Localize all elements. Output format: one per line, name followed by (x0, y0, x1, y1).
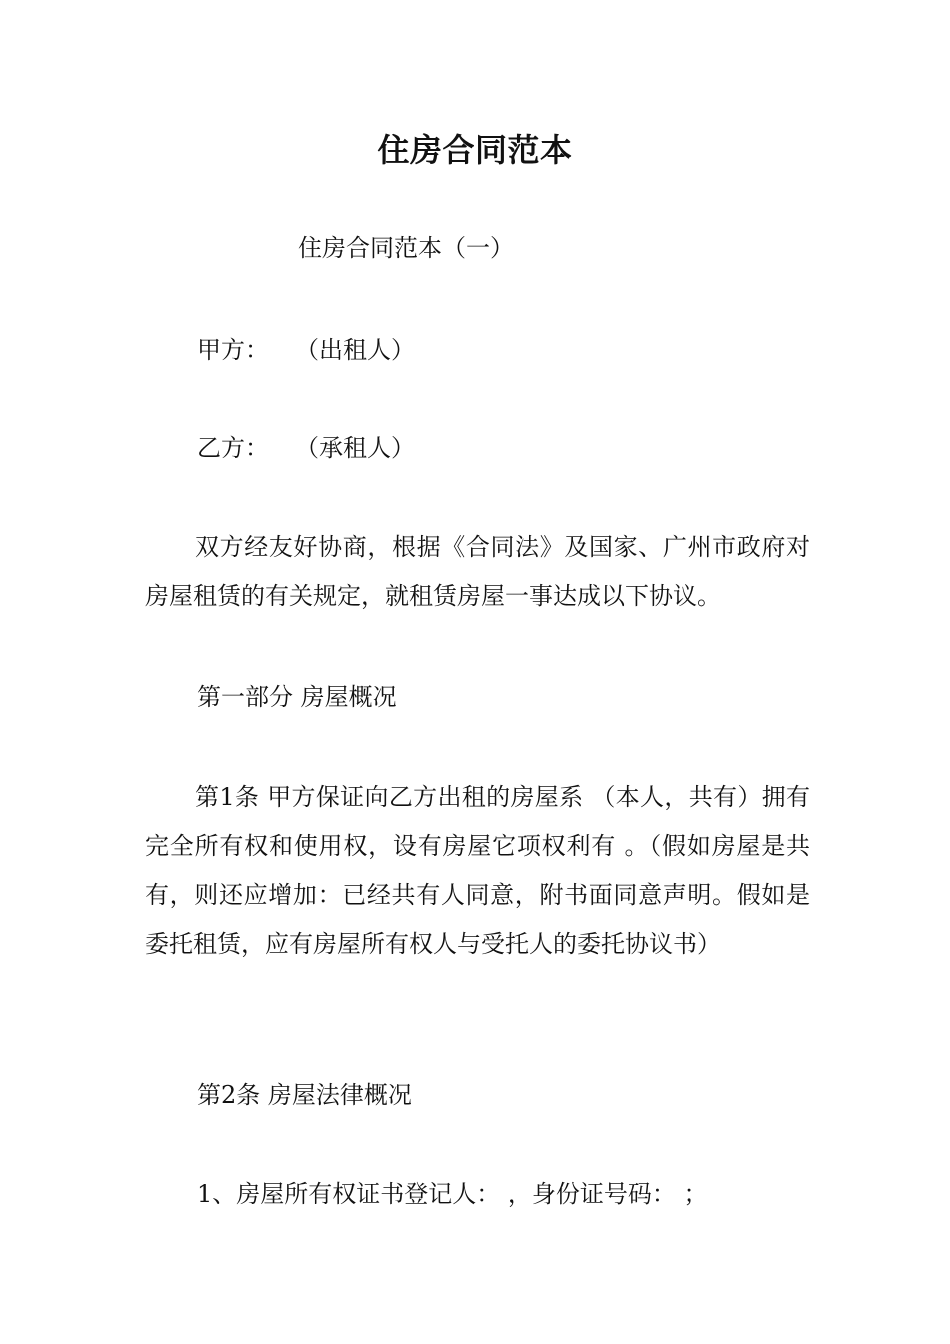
party-a-line (197, 333, 415, 367)
party-a-label: 甲方： (197, 336, 269, 364)
document-title: 住房合同范本 (377, 131, 573, 169)
party-b-value: （承租人） (295, 434, 415, 462)
intro-paragraph: 双方经友好协商，根据《合同法》及国家、广州市政府对房屋租赁的有关规定，就租赁房屋一事达成以下协议。 (145, 533, 810, 610)
party-b-line (197, 431, 415, 465)
article-2-item-1: 1、房屋所有权证书登记人： ，身份证号码： ； (197, 1180, 708, 1208)
document-subtitle: 住房合同范本（一） (298, 234, 514, 262)
article-1-paragraph: 第1条 甲方保证向乙方出租的房屋系 （本人，共有）拥有完全所有权和使用权，设有房屋它项权利有 。（假如房屋是共有，则还应增加：已经共有人同意，附书面同意声明。假如是委托租赁，应有房屋所有权人与受托人的委托协议书） (145, 783, 810, 958)
article-2-heading: 第2条 房屋法律概况 (197, 1081, 412, 1109)
party-a-value: （出租人） (295, 336, 415, 364)
part-one-heading: 第一部分 房屋概况 (197, 683, 397, 711)
party-b-label: 乙方： (197, 434, 269, 462)
